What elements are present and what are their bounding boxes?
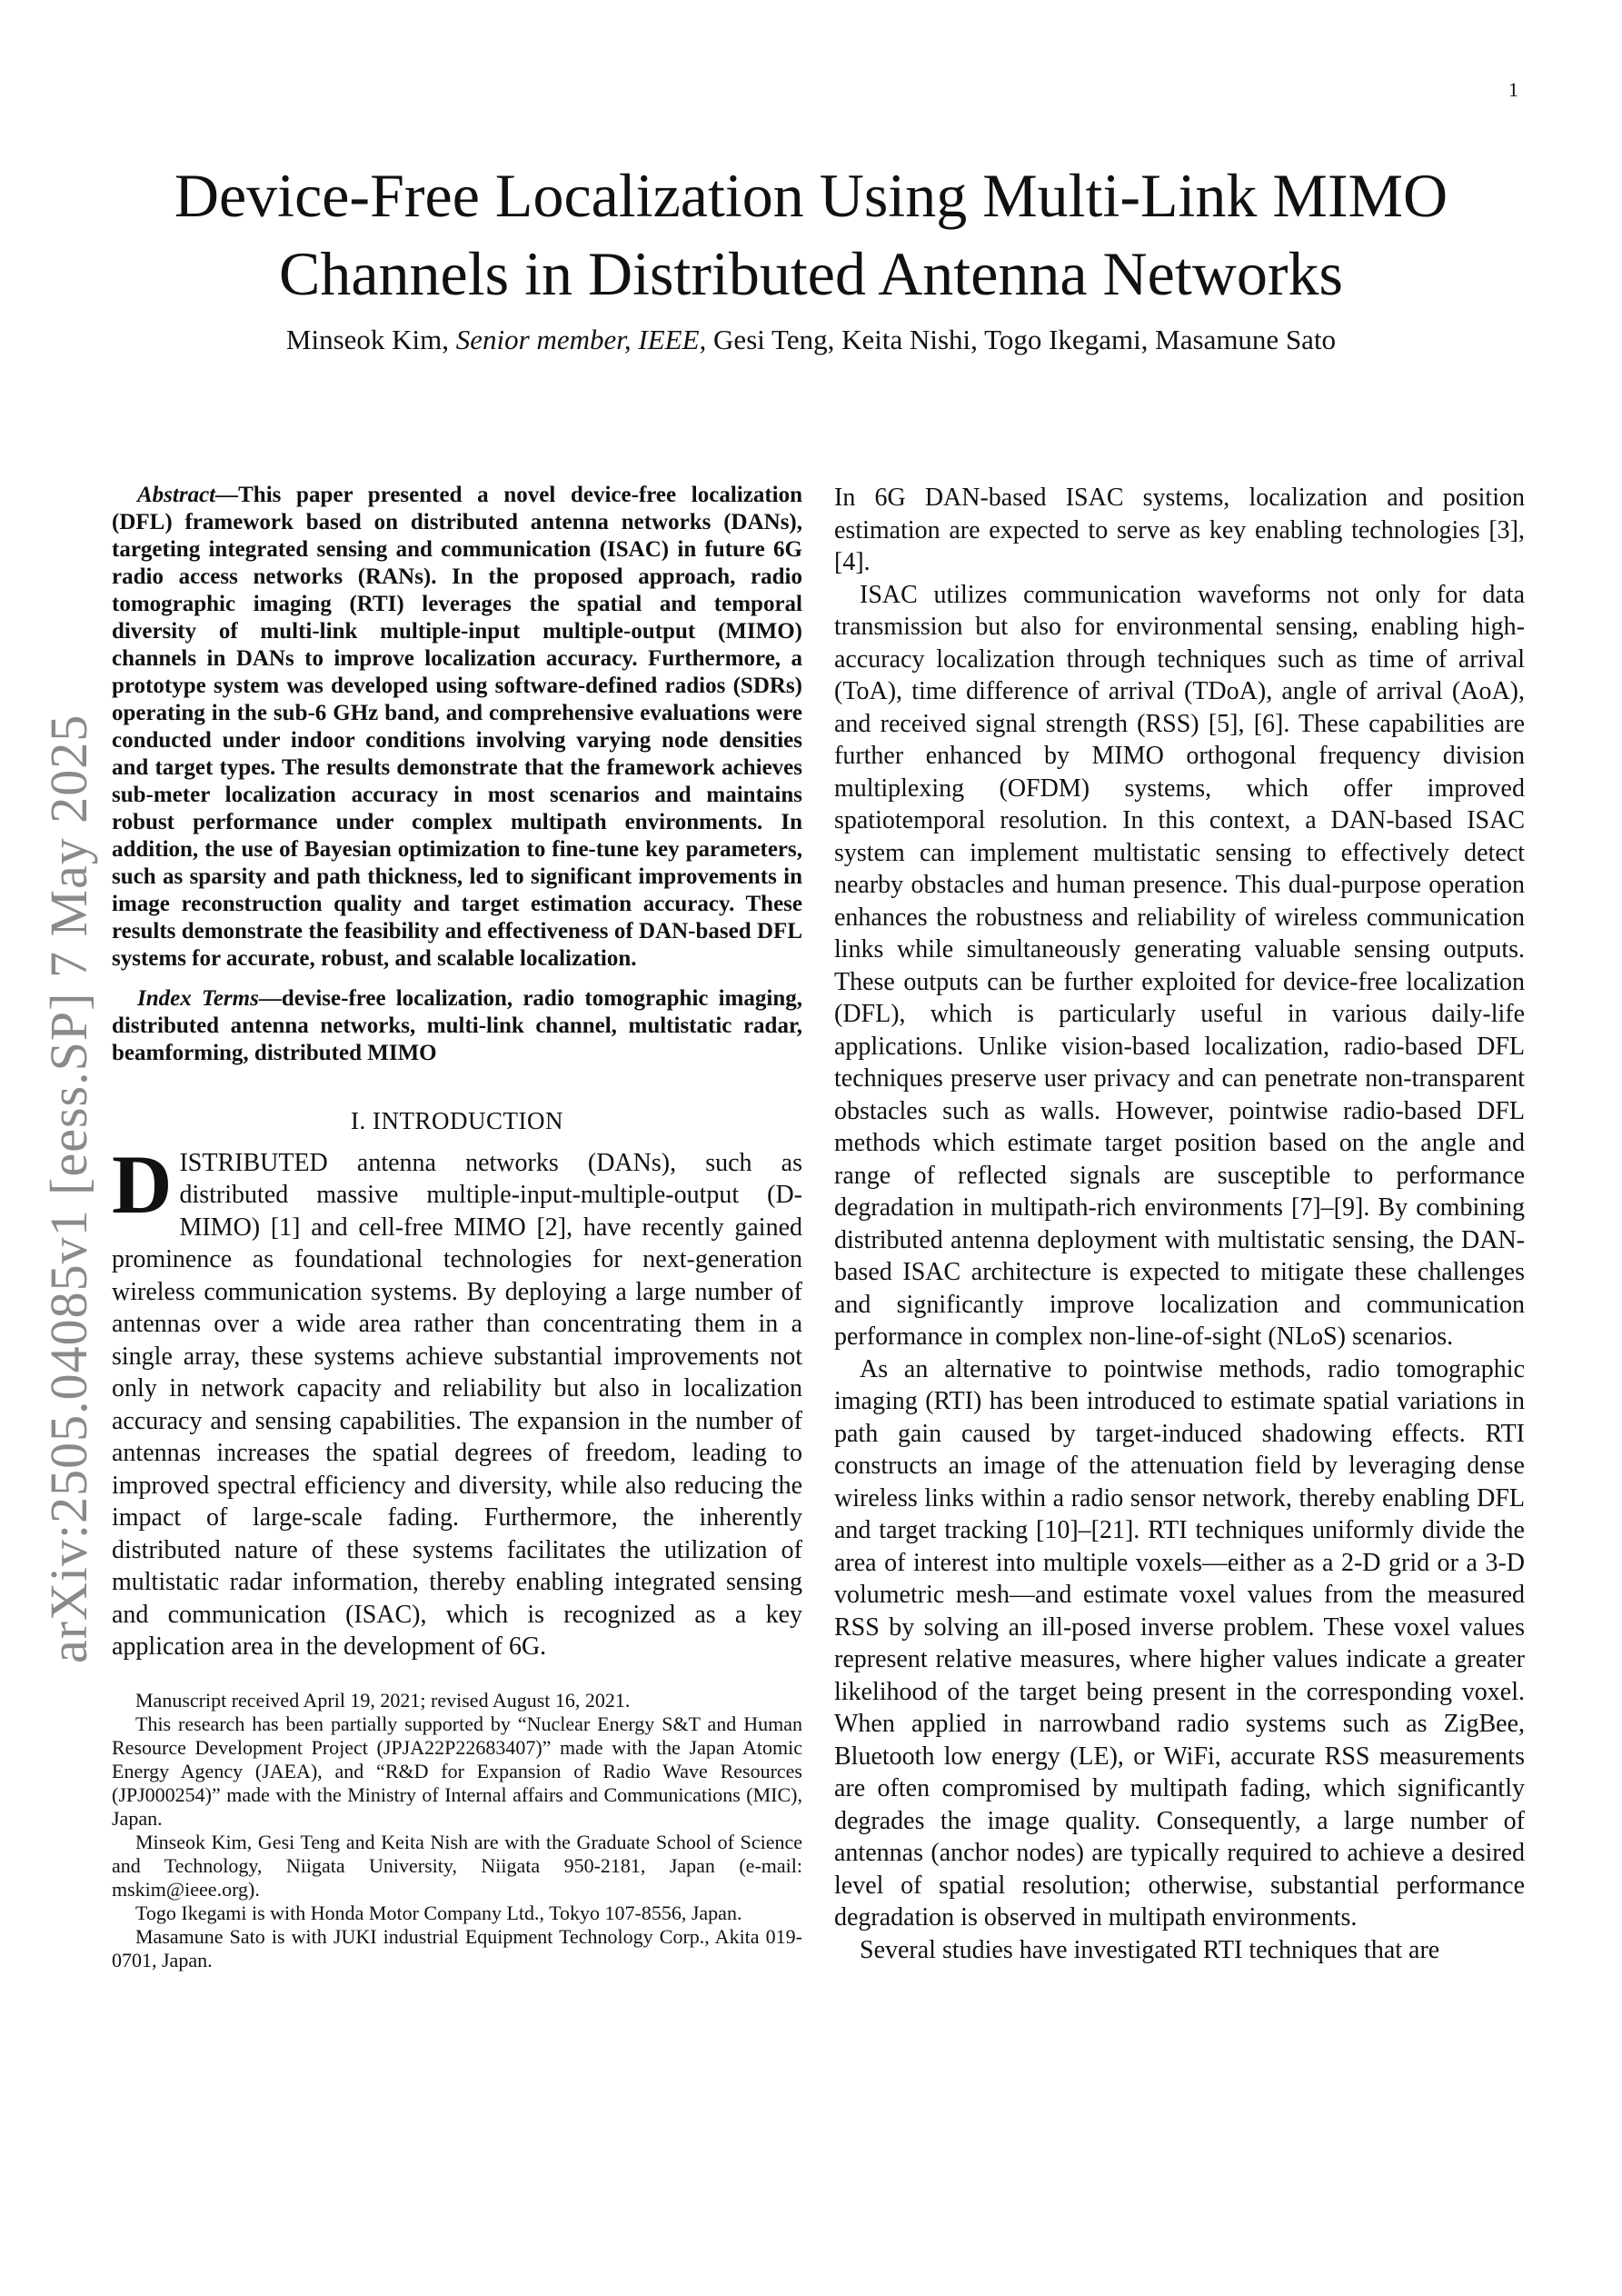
paper-title: Device-Free Localization Using Multi-Link MIMO Channels in Distributed Antenna Networks xyxy=(174,161,1448,308)
abstract xyxy=(112,482,802,973)
left-column xyxy=(112,482,802,1972)
footnote: Masamune Sato is with JUKI industrial Equipment Technology Corp., Akita 019-0701, Japan. xyxy=(112,1924,802,1972)
footnote: This research has been partially supported by “Nuclear Energy S&T and Human Resource Development Project (JPJA22P22683407)” made with the Japan Atomic Energy Agency (JAEA), and “R&D for Expansion of Radio Wave Resources (JPJ000254)” made with the Ministry of Internal affairs and Communications (MIC), Japan. xyxy=(112,1712,802,1830)
body-paragraph: As an alternative to pointwise methods, radio tomographic imaging (RTI) has been introduced to estimate spatial variations in path gain caused by target-induced shadowing effects. RTI constructs an image of the attenuation field by leveraging dense wireless links within a radio sensor network, thereby enabling DFL and target tracking [10]–[21]. RTI techniques uniformly divide the area of interest into multiple voxels—either as a 2-D grid or a 3-D volumetric mesh—and estimate voxel values from the measured RSS by solving an ill-posed inverse problem. These voxel values represent relative measures, where higher values indicate a greater likelihood of the target being present in the corresponding voxel. When applied in narrowband radio systems such as ZigBee, Bluetooth low energy (LE), or WiFi, accurate RSS measurements are often compromised by multipath fading, which significantly degrades the image quality. Consequently, a large number of antennas (anchor nodes) are typically required to achieve a desired level of spatial resolution; otherwise, substantial performance degradation is observed in multipath environments. xyxy=(834,1354,1525,1932)
author-first: Minseok Kim, xyxy=(285,324,456,355)
right-column xyxy=(834,482,1525,1966)
footnote: Togo Ikegami is with Honda Motor Company Ltd., Tokyo 107-8556, Japan. xyxy=(135,1901,742,1924)
body-paragraph: Several studies have investigated RTI techniques that are xyxy=(860,1935,1440,1964)
footnote: Minseok Kim, Gesi Teng and Keita Nish are with the Graduate School of Science and Technology, Niigata University, Niigata 950-2181, Japan (e-mail: mskim@ieee.org). xyxy=(112,1830,802,1901)
abstract-label: Abstract— xyxy=(137,483,239,507)
intro-text: ISTRIBUTED antenna networks (DANs), such as distributed massive multiple-input-multiple-output (D-MIMO) [1] and cell-free MIMO [2], have recently gained prominence as foundational technologies for next-generation wireless communication systems. By deploying a large number of antennas over a wide area rather than concentrating them in a single array, these systems achieve substantial improvements not only in network capacity and reliability but also in localization accuracy and sensing capabilities. The expansion in the number of antennas increases the spatial degrees of freedom, leading to improved spectral efficiency and diversity, while also reducing the impact of large-scale fading. Furthermore, the inherently distributed nature of these systems facilitates the utilization of multistatic radar information, thereby enabling integrated sensing and communication (ISAC), which is recognized as a key application area in the development of 6G. xyxy=(112,1148,802,1661)
body-paragraph: In 6G DAN-based ISAC systems, localization and position estimation are expected to serve as key enabling technologies [3], [4]. xyxy=(834,484,1525,576)
abstract-text: This paper presented a novel device-free localization (DFL) framework based on distributed antenna networks (DANs), targeting integrated sensing and communication (ISAC) in future 6G radio access networks (RANs). In the proposed approach, radio tomographic imaging (RTI) leverages the spatial and temporal diversity of multi-link multiple-input multiple-output (MIMO) channels in DANs to improve localization accuracy. Furthermore, a prototype system was developed using software-defined radios (SDRs) operating in the sub-6 GHz band, and comprehensive evaluations were conducted under indoor conditions involving varying node densities and target types. The results demonstrate that the framework achieves sub-meter localization accuracy in most scenarios and maintains robust performance under complex multipath environments. In addition, the use of Bayesian optimization to fine-tune key parameters, such as sparsity and path thickness, led to significant improvements in image reconstruction quality and target estimation accuracy. These results demonstrate the feasibility and effectiveness of DAN-based DFL systems for accurate, robust, and scalable localization. xyxy=(112,483,802,971)
body-paragraph: ISAC utilizes communication waveforms not only for data transmission but also for environmental sensing, enabling high-accuracy localization through techniques such as time of arrival (ToA), time difference of arrival (TDoA), angle of arrival (AoA), and received signal strength (RSS) [5], [6]. These capabilities are further enhanced by MIMO orthogonal frequency division multiplexing (OFDM) systems, which offer improved spatiotemporal resolution. In this context, a DAN-based ISAC system can implement multistatic sensing to effectively detect nearby obstacles and human presence. This dual-purpose operation enhances the robustness and reliability of wireless communication links while simultaneously generating valuable sensing outputs. These outputs can be further exploited for device-free localization (DFL), which is particularly useful in various daily-life applications. Unlike vision-based localization, radio-based DFL techniques preserve user privacy and can penetrate non-transparent obstacles such as walls. However, pointwise radio-based DFL methods which estimate target position based on the angle and range of reflected signals are susceptible to performance degradation in multipath-rich environments [7]–[9]. By combining distributed antenna deployment with multistatic sensing, the DAN-based ISAC architecture is expected to mitigate these challenges and significantly improve localization and communication performance in complex non-line-of-sight (NLoS) scenarios. xyxy=(834,580,1525,1351)
section-heading: I. INTRODUCTION xyxy=(351,1107,563,1134)
footnotes xyxy=(112,1689,802,1972)
index-terms-label: Index Terms xyxy=(137,986,259,1011)
author-affiliation-note: Senior member, IEEE, xyxy=(455,324,707,355)
footnote: Manuscript received April 19, 2021; revised August 16, 2021. xyxy=(135,1688,631,1712)
arxiv-watermark: arXiv:2505.04085v1 [eess.SP] 7 May 2025 xyxy=(39,714,98,1663)
page-number: 1 xyxy=(1508,78,1518,101)
author-list xyxy=(91,324,1531,356)
index-terms-text: —devise-free localization, radio tomographic imaging, distributed antenna networks, multi-link channel, multistatic radar, beamforming, distributed MIMO xyxy=(112,986,802,1065)
index-terms xyxy=(112,985,802,1067)
drop-cap: D xyxy=(112,1137,173,1231)
intro-paragraph xyxy=(112,1137,802,1663)
author-rest: Gesi Teng, Keita Nishi, Togo Ikegami, Masamune Sato xyxy=(706,324,1337,355)
